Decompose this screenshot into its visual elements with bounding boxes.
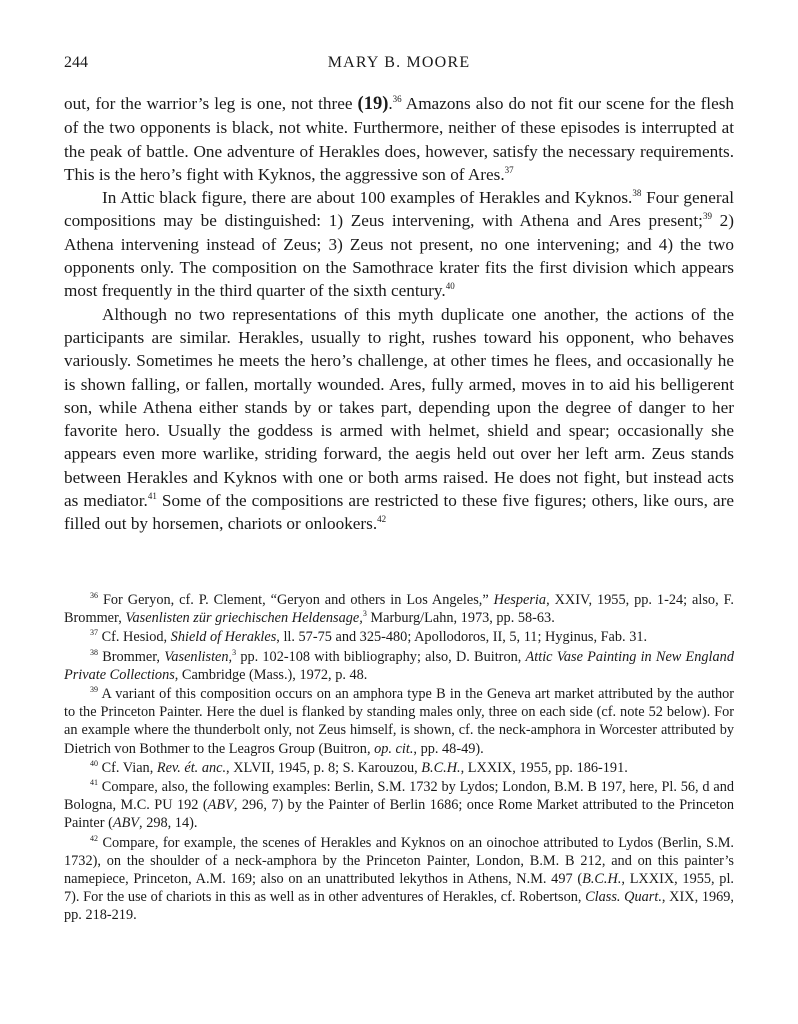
footnote-37: $^{37}$ Cf. Hesiod, Shield of Herakles, ll. 57-75 and 325-480; Apollodoros, II, 5, 11; Hyginus, Fab. 31.: [90, 628, 648, 646]
figure-reference: (19): [357, 94, 389, 114]
footnote-marker: 41: [147, 491, 157, 502]
paragraph: Although no two representations of this myth duplicate one another, the actions of the participants are similar. Herakles, usually to right, rushes toward his opponent, who behaves variously. Sometimes he meets the hero’s challenge, at other times he flees, and occasionally he is shown falling, or fallen, mortally wounded. Ares, fully armed, moves in to aid his belligerent son, while Athena either stands by or takes part, depending upon the degree of danger to her favorite hero. Usually the goddess is armed with helmet, shield and spear; occasionally she appears even more warlike, striding forward, the aegis held out over her left arm. Zeus stands between Herakles and Kyknos with one or both arms raised. He does not fight, but instead acts as mediator.$^{41}$ Some of the compositions are restricted to these five figures; others, like ours, are filled out by horsemen, chariots or onlookers.$^{42}$: [64, 304, 734, 534]
footnote-marker: 36: [392, 94, 402, 104]
footnote-36: $^{36}$ For Geryon, cf. P. Clement, “Geryon and others in Los Angeles,” Hesperia, XXIV, 1955, pp. 1-24; also, F. Brommer, Vasenlisten zür griechischen Heldensage,$^3$ Marburg/Lahn, 1973, pp. 58-63.: [64, 591, 734, 627]
footnote-38: $^{38}$ Brommer, Vasenlisten,$^3$ pp. 102-108 with bibliography; also, D. Buitron, Attic Vase Painting in New England Private Collections, Cambridge (Mass.), 1972, p. 48.: [64, 647, 734, 683]
footnote-41: $^{41}$ Compare, also, the following examples: Berlin, S.M. 1732 by Lydos; London, B.M. B 197, here, Pl. 56, d and Bologna, M.C. PU 192 (ABV, 296, 7) by the Painter of Berlin 1686; once Rome Market attributed to the Princeton Painter (ABV, 298, 14).: [64, 778, 734, 832]
page-header: [64, 54, 734, 78]
body-text: [64, 92, 734, 536]
paragraph: out, for the warrior’s leg is one, not three (19).$^{36}$ Amazons also do not fit our scene for the flesh of the two opponents is black, not white. Furthermore, neither of these episodes is interrupted at the peak of battle. One adventure of Herakles does, however, satisfy the necessary requirements. This is the hero’s fight with Kyknos, the aggressive son of Ares.$^{37}$: [64, 94, 734, 184]
footnote-marker: 37: [504, 164, 514, 175]
footnote-39: $^{39}$ A variant of this composition occurs on an amphora type B in the Geneva art market attributed by the author to the Princeton Painter. Here the duel is flanked by standing males only, three on each side (cf. note 52 below). For an example where the thunderbolt only, not Zeus himself, is shown, cf. the neck-amphora in Worcester attributed by Dietrich von Bothmer to the Leagros Group (Buitron, op. cit., pp. 48-49).: [64, 685, 734, 757]
footnote-40: $^{40}$ Cf. Vian, Rev. ét. anc., XLVII, 1945, p. 8; S. Karouzou, B.C.H., LXXIX, 1955, pp. 186-191.: [90, 758, 628, 776]
footnote-marker: 39: [702, 211, 712, 222]
footnote-marker: 42: [377, 514, 387, 525]
page-number: 244: [64, 54, 88, 71]
paragraph: In Attic black figure, there are about 100 examples of Herakles and Kyknos.$^{38}$ Four general compositions may be distinguished: 1) Zeus intervening, with Athena and Ares present;$^{39}$ 2) Athena intervening instead of Zeus; 3) Zeus not present, no one intervening; and 4) the two opponents only. The composition on the Samothrace krater fits the first division which appears most frequently in the third quarter of the sixth century.$^{40}$: [64, 188, 734, 301]
footnote-marker: 40: [445, 281, 455, 292]
footnote-42: $^{42}$ Compare, for example, the scenes of Herakles and Kyknos on an oinochoe attributed to Lydos (Berlin, S.M. 1732), on the shoulder of a neck-amphora by the Princeton Painter, London, B.M. B 212, and on this painter’s namepiece, Princeton, A.M. 169; also on an unattributed lekythos in Athens, N.M. 497 (B.C.H., LXXIX, 1955, pl. 7). For the use of chariots in this as well as in other adventures of Herakles, cf. Robertson, Class. Quart., XIX, 1969, pp. 218-219.: [64, 833, 734, 924]
footnotes: [64, 591, 734, 926]
running-title: MARY B. MOORE: [327, 54, 471, 71]
footnote-marker: 38: [632, 188, 642, 199]
